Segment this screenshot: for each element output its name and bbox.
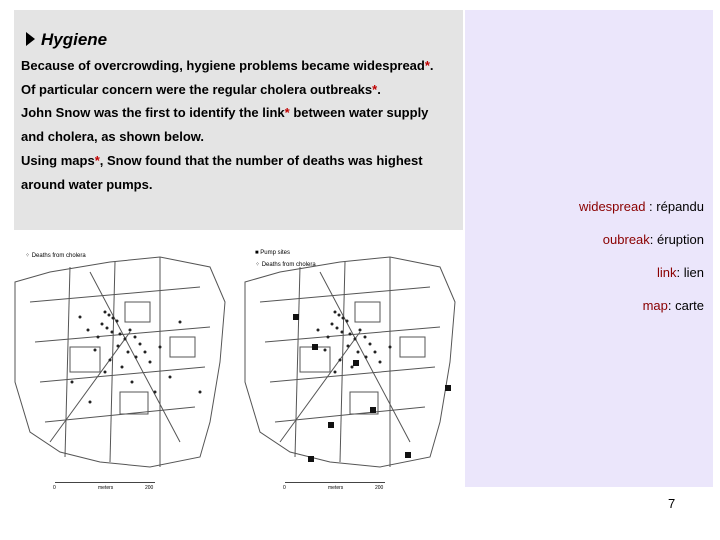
vocab-item: widespread : répandu xyxy=(578,199,704,214)
heading-text: Hygiene xyxy=(41,30,108,49)
scale-start-label: 0 xyxy=(283,485,286,491)
body-line-2: Of particular concern were the regular cholera outbreaks*. xyxy=(21,82,381,97)
scale-end-label: 200 xyxy=(375,485,384,491)
scale-end-label: 200 xyxy=(145,485,154,491)
section-heading xyxy=(26,30,107,50)
vocab-item: link: lien xyxy=(657,265,704,280)
vocabulary-panel xyxy=(465,10,713,487)
cholera-map-drawing xyxy=(10,242,230,497)
pump-sites-map xyxy=(240,242,460,497)
scale-unit-label: meters xyxy=(328,485,344,491)
vocab-item: oubreak: éruption xyxy=(602,232,704,247)
death-marker-icon: ⁘ xyxy=(25,253,31,259)
vocab-item: map: carte xyxy=(642,298,704,313)
map-legend: ⁘ Deaths from cholera xyxy=(25,253,86,259)
scale-bar xyxy=(285,482,385,483)
body-line-5: Using maps*, Snow found that the number of deaths was highest xyxy=(21,153,423,168)
scale-bar xyxy=(55,482,155,483)
pump-map-drawing xyxy=(240,242,460,497)
body-line-4: and cholera, as shown below. xyxy=(21,129,205,144)
page-number: 7 xyxy=(668,496,676,511)
body-line-6: around water pumps. xyxy=(21,177,153,192)
pump-marker-icon: ■ xyxy=(255,250,259,256)
bullet-triangle-icon xyxy=(26,32,35,46)
scale-unit-label: meters xyxy=(98,485,114,491)
cholera-deaths-map xyxy=(10,242,230,497)
scale-start-label: 0 xyxy=(53,485,56,491)
map-legend-pumps: ■ Pump sites xyxy=(255,250,290,256)
body-line-1: Because of overcrowding, hygiene problems became widespread*. xyxy=(21,58,434,73)
map-legend-deaths: ⁘ Deaths from cholera xyxy=(255,262,316,268)
death-marker-icon: ⁘ xyxy=(255,262,261,268)
body-line-3: John Snow was the first to identify the link* between water supply xyxy=(21,105,429,120)
